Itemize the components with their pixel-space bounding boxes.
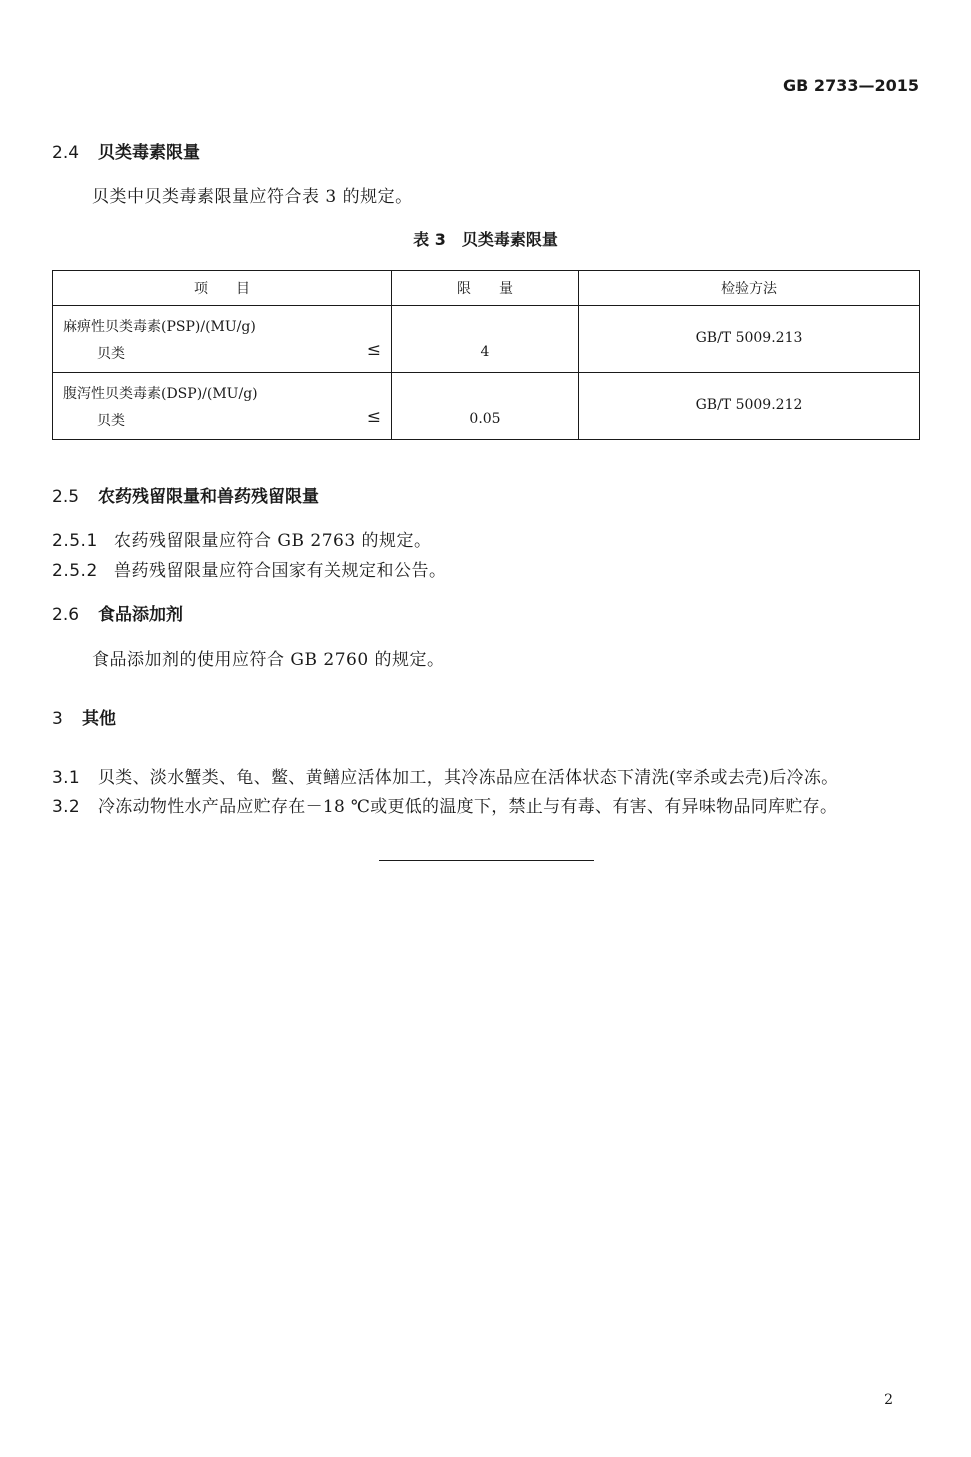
section-number: 2.6 [52, 605, 80, 625]
section-title: 农药残留限量和兽药残留限量 [98, 487, 319, 507]
section-title: 贝类毒素限量 [98, 143, 200, 163]
standard-number: GB 2733—2015 [783, 76, 919, 95]
section-number: 3 [52, 709, 63, 729]
clause-text: 农药残留限量应符合 GB 2763 的规定。 [114, 531, 432, 551]
table-header-row [53, 271, 920, 306]
clause-number: 3.2 [52, 797, 80, 817]
clause-number: 2.5.2 [52, 561, 98, 581]
table-caption: 表 3 贝类毒素限量 [413, 230, 558, 249]
section-number: 2.5 [52, 487, 80, 507]
clause-2-5-1 [52, 526, 432, 551]
header-method: 检验方法 [579, 271, 920, 306]
method-value: GB/T 5009.212 [695, 397, 803, 413]
item-name: 腹泻性贝类毒素(DSP)/(MU/g) [63, 386, 258, 402]
item-cell [53, 373, 392, 440]
item-sub: 贝类 [97, 413, 125, 429]
clause-number: 2.5.1 [52, 531, 98, 551]
clause-number: 3.1 [52, 768, 80, 788]
method-cell [579, 373, 920, 440]
item-cell [53, 306, 392, 373]
limit-value: 4 [480, 344, 490, 360]
section-number: 2.4 [52, 143, 80, 163]
table-row [53, 306, 920, 373]
clause-text: 冷冻动物性水产品应贮存在－18 ℃或更低的温度下，禁止与有毒、有害、有异味物品同库贮存。 [98, 797, 838, 817]
limit-cell [392, 373, 579, 440]
section-2-6-text: 食品添加剂的使用应符合 GB 2760 的规定。 [92, 650, 445, 670]
section-2-6-heading [52, 600, 183, 625]
clause-2-5-2 [52, 556, 447, 581]
section-2-4-heading [52, 138, 200, 163]
item-name: 麻痹性贝类毒素(PSP)/(MU/g) [63, 319, 256, 335]
clause-3-2 [52, 792, 837, 817]
method-cell [579, 306, 920, 373]
table-row [53, 373, 920, 440]
clause-text: 兽药残留限量应符合国家有关规定和公告。 [114, 561, 447, 581]
clause-3-1 [52, 763, 838, 788]
section-3-heading [52, 704, 116, 729]
method-value: GB/T 5009.213 [695, 330, 803, 346]
limit-value: 0.05 [469, 411, 501, 427]
section-title: 其他 [82, 709, 116, 729]
section-title: 食品添加剂 [98, 605, 183, 625]
item-sub: 贝类 [97, 346, 125, 362]
less-equal-sign: ≤ [366, 340, 381, 360]
toxin-limit-table [52, 270, 920, 440]
less-equal-sign: ≤ [366, 407, 381, 427]
section-2-5-heading [52, 482, 319, 507]
page-number: 2 [884, 1392, 893, 1408]
section-2-4-text: 贝类中贝类毒素限量应符合表 3 的规定。 [92, 187, 413, 207]
header-limit: 限 量 [392, 271, 579, 306]
limit-cell [392, 306, 579, 373]
clause-text: 贝类、淡水蟹类、龟、鳖、黄鳝应活体加工，其冷冻品应在活体状态下清洗(宰杀或去壳)后冷冻。 [98, 768, 839, 788]
header-item: 项 目 [53, 271, 392, 306]
end-rule [379, 860, 594, 861]
